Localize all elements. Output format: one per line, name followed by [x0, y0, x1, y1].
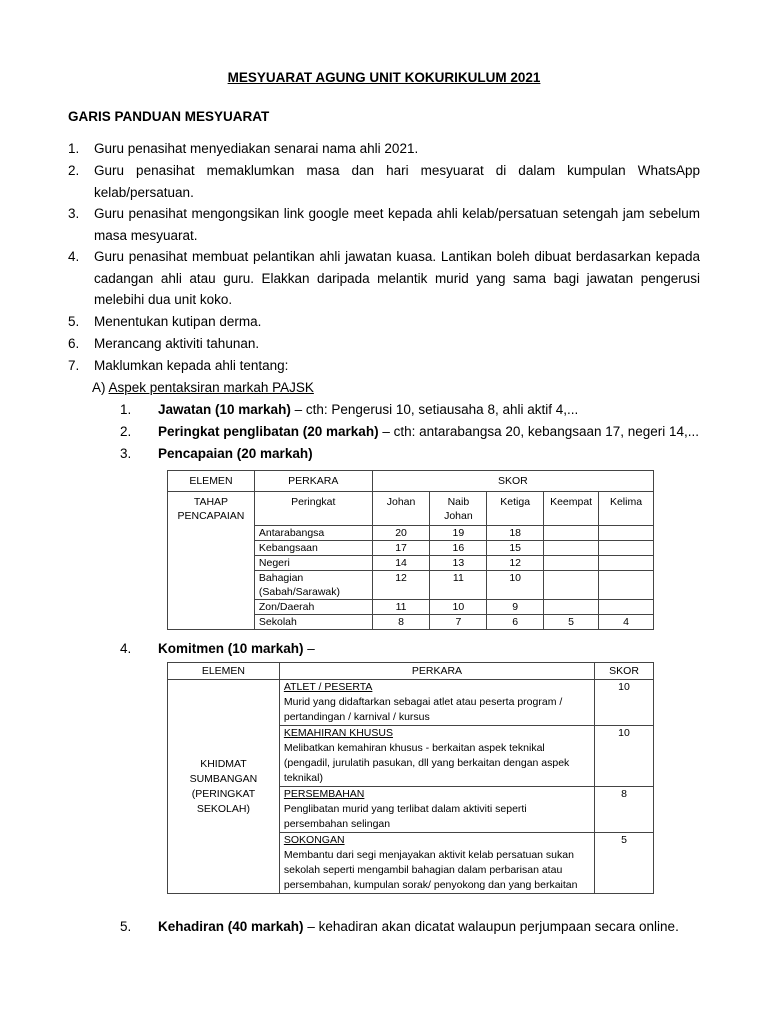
- list-item: [68, 246, 700, 311]
- score-cell: [599, 600, 654, 615]
- list-number: 3.: [68, 206, 80, 221]
- criteria-detail: –: [303, 641, 315, 656]
- score-cell: 12: [487, 556, 544, 571]
- subsection-prefix: A): [92, 380, 109, 395]
- criteria-title: Jawatan (10 markah): [158, 402, 291, 417]
- sub-header: Ketiga: [487, 492, 544, 526]
- score-cell: [599, 526, 654, 541]
- sub-header: Kelima: [599, 492, 654, 526]
- list-number: 2.: [68, 163, 80, 178]
- column-header: SKOR: [595, 663, 654, 680]
- list-number: 6.: [68, 336, 80, 351]
- subsection-heading: [92, 377, 314, 398]
- criteria-detail: – cth: Pengerusi 10, setiausaha 8, ahli aktif 4,...: [290, 402, 579, 417]
- score-cell: 10: [595, 680, 654, 726]
- perkara-cell: [279, 833, 594, 894]
- sub-header: Johan: [372, 492, 430, 526]
- sub-header: Naib Johan: [430, 492, 487, 526]
- score-cell: 18: [487, 526, 544, 541]
- score-cell: 14: [372, 556, 430, 571]
- perkara-cell: [279, 680, 594, 726]
- criteria-number: 4.: [120, 641, 132, 656]
- list-item: [68, 138, 700, 160]
- level-cell: Antarabangsa: [254, 526, 372, 541]
- score-cell: [544, 600, 599, 615]
- element-cell: KHIDMAT SUMBANGAN (PERINGKAT SEKOLAH): [168, 680, 280, 894]
- level-cell: Negeri: [254, 556, 372, 571]
- document-title: MESYUARAT AGUNG UNIT KOKURIKULUM 2021: [227, 70, 541, 85]
- score-cell: 10: [595, 726, 654, 787]
- criteria-title: Peringkat penglibatan (20 markah): [158, 424, 379, 439]
- list-item: [68, 160, 700, 203]
- criteria-title: Komitmen (10 markah): [158, 641, 304, 656]
- score-cell: 10: [487, 571, 544, 600]
- list-number: 1.: [68, 141, 80, 156]
- list-number: 7.: [68, 358, 80, 373]
- score-cell: 19: [430, 526, 487, 541]
- criteria-title: Kehadiran (40 markah): [158, 919, 304, 934]
- score-cell: [544, 571, 599, 600]
- element-cell: TAHAP PENCAPAIAN: [168, 492, 255, 630]
- perkara-desc: Membantu dari segi menjayakan aktivit kelab persatuan sukan sekolah seperti mengambil bahagian dalam perbarisan atau persembahan, kumpulan sorak/ penyokong dan yang berkaitan: [283, 849, 578, 891]
- score-cell: 7: [430, 615, 487, 630]
- score-cell: [599, 571, 654, 600]
- list-text: Menentukan kutipan derma.: [94, 314, 262, 329]
- score-cell: [544, 541, 599, 556]
- score-cell: 8: [372, 615, 430, 630]
- criteria-number: 3.: [120, 446, 132, 461]
- score-cell: [599, 556, 654, 571]
- list-text: Maklumkan kepada ahli tentang:: [94, 358, 289, 373]
- score-cell: 4: [599, 615, 654, 630]
- score-cell: 5: [595, 833, 654, 894]
- level-cell: Zon/Daerah: [254, 600, 372, 615]
- list-text: Guru penasihat memaklumkan masa dan hari mesyuarat di dalam kumpulan WhatsApp kelab/persatuan.: [94, 163, 700, 200]
- table-row: [168, 680, 654, 726]
- level-cell: Bahagian (Sabah/Sarawak): [254, 571, 372, 600]
- score-cell: 11: [430, 571, 487, 600]
- perkara-title: ATLET / PESERTA: [283, 681, 373, 693]
- sub-header: Keempat: [544, 492, 599, 526]
- column-header: ELEMEN: [168, 471, 255, 492]
- score-cell: 8: [595, 787, 654, 833]
- commitment-table: [167, 662, 654, 894]
- score-cell: 12: [372, 571, 430, 600]
- list-item: [68, 355, 700, 377]
- column-header: PERKARA: [254, 471, 372, 492]
- perkara-desc: Murid yang didaftarkan sebagai atlet atau peserta program / pertandingan / karnival / kursus: [283, 696, 563, 723]
- column-header: SKOR: [372, 471, 653, 492]
- criteria-number: 5.: [120, 919, 132, 934]
- criteria-number: 1.: [120, 402, 132, 417]
- list-item: [68, 333, 700, 355]
- score-cell: 17: [372, 541, 430, 556]
- score-cell: 16: [430, 541, 487, 556]
- score-cell: [544, 556, 599, 571]
- column-header: PERKARA: [279, 663, 594, 680]
- list-text: Guru penasihat membuat pelantikan ahli jawatan kuasa. Lantikan boleh dibuat berdasarkan kepada cadangan ahli atau guru. Elakkan daripada melantik murid yang sama bagi jawatan pengerusi melebihi dua unit koko.: [94, 249, 700, 307]
- score-cell: 20: [372, 526, 430, 541]
- criteria-detail: – cth: antarabangsa 20, kebangsaan 17, negeri 14,...: [378, 424, 700, 439]
- criteria-detail: – kehadiran akan dicatat walaupun perjumpaan secara online.: [303, 919, 679, 934]
- sub-header: Peringkat: [254, 492, 372, 526]
- column-header: ELEMEN: [168, 663, 280, 680]
- score-cell: 5: [544, 615, 599, 630]
- score-cell: [544, 526, 599, 541]
- perkara-desc: Penglibatan murid yang terlibat dalam aktiviti seperti persembahan selingan: [283, 803, 527, 830]
- section-heading: GARIS PANDUAN MESYUARAT: [68, 109, 270, 124]
- perkara-desc: Melibatkan kemahiran khusus - berkaitan aspek teknikal (pengadil, jurulatih pasukan, dll yang berkaitan dengan aspek teknikal): [283, 742, 570, 784]
- score-cell: 13: [430, 556, 487, 571]
- level-cell: Sekolah: [254, 615, 372, 630]
- achievement-table: [167, 470, 654, 630]
- criteria-number: 2.: [120, 424, 132, 439]
- score-cell: 10: [430, 600, 487, 615]
- score-cell: [599, 541, 654, 556]
- level-cell: Kebangsaan: [254, 541, 372, 556]
- perkara-cell: [279, 726, 594, 787]
- score-cell: 6: [487, 615, 544, 630]
- score-cell: 11: [372, 600, 430, 615]
- list-item: [68, 203, 700, 246]
- list-text: Merancang aktiviti tahunan.: [94, 336, 260, 351]
- subsection-label: Aspek pentaksiran markah PAJSK: [108, 380, 314, 395]
- perkara-cell: [279, 787, 594, 833]
- criteria-title: Pencapaian (20 markah): [158, 446, 313, 461]
- perkara-title: PERSEMBAHAN: [283, 788, 365, 800]
- perkara-title: SOKONGAN: [283, 834, 345, 846]
- list-item: [68, 311, 700, 333]
- list-number: 5.: [68, 314, 80, 329]
- list-number: 4.: [68, 249, 80, 264]
- list-text: Guru penasihat menyediakan senarai nama ahli 2021.: [94, 141, 419, 156]
- score-cell: 9: [487, 600, 544, 615]
- list-text: Guru penasihat mengongsikan link google meet kepada ahli kelab/persatuan setengah jam sebelum masa mesyuarat.: [94, 206, 700, 243]
- score-cell: 15: [487, 541, 544, 556]
- perkara-title: KEMAHIRAN KHUSUS: [283, 727, 393, 739]
